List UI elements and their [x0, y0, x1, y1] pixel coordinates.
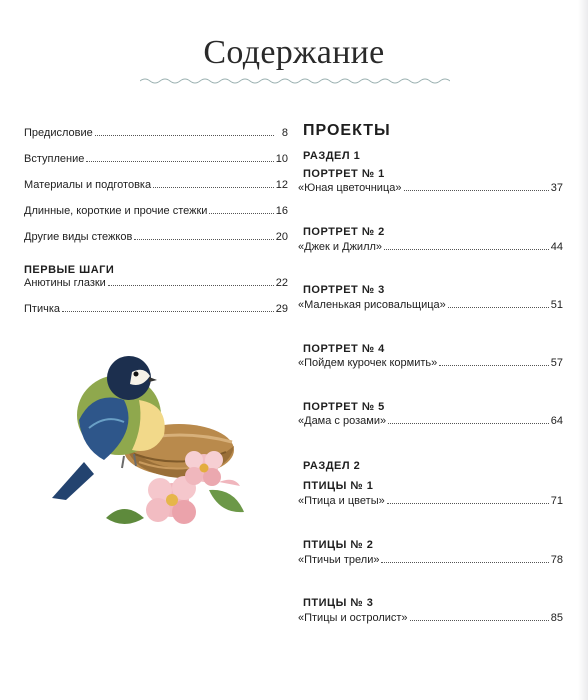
toc-entry[interactable]: [298, 299, 563, 312]
project-subheading: ПОРТРЕТ № 4: [303, 343, 385, 355]
toc-entry-page: 78: [550, 554, 563, 566]
toc-entry-page: 71: [550, 495, 563, 507]
toc-entry-label: Материалы и подготовка: [24, 179, 152, 191]
project-subheading: ПТИЦЫ № 1: [303, 480, 374, 492]
toc-entry-page: 8: [281, 127, 288, 139]
toc-entry-page: 64: [550, 415, 563, 427]
toc-entry[interactable]: [24, 303, 288, 316]
project-subheading: ПТИЦЫ № 2: [303, 539, 374, 551]
dot-leader: [410, 619, 549, 621]
toc-entry-page: 16: [275, 205, 288, 217]
page-edge-shadow: [578, 0, 588, 700]
toc-entry-label: «Пойдем курочек кормить»: [298, 357, 438, 369]
bird-nest-illustration: [44, 350, 260, 545]
section-heading: РАЗДЕЛ 2: [303, 460, 361, 472]
dot-leader: [387, 502, 549, 504]
toc-entry-page: 51: [550, 299, 563, 311]
toc-entry[interactable]: [298, 357, 563, 370]
toc-entry[interactable]: [24, 153, 288, 166]
toc-entry[interactable]: [298, 241, 563, 254]
dot-leader: [404, 189, 549, 191]
page-title: Содержание: [203, 34, 385, 71]
dot-leader: [134, 238, 273, 240]
toc-entry-label: «Джек и Джилл»: [298, 241, 383, 253]
toc-entry-label: «Юная цветочница»: [298, 182, 402, 194]
toc-entry-label: «Дама с розами»: [298, 415, 387, 427]
dot-leader: [388, 422, 549, 424]
toc-entry[interactable]: [24, 179, 288, 192]
dot-leader: [86, 160, 273, 162]
toc-entry-label: Другие виды стежков: [24, 231, 133, 243]
toc-entry-page: 20: [275, 231, 288, 243]
toc-entry-page: 29: [275, 303, 288, 315]
toc-entry-page: 22: [275, 277, 288, 289]
project-subheading: ПОРТРЕТ № 5: [303, 401, 385, 413]
toc-entry-label: Предисловие: [24, 127, 93, 139]
toc-entry-label: Анютины глазки: [24, 277, 106, 289]
dot-leader: [448, 306, 549, 308]
dot-leader: [209, 212, 273, 214]
toc-entry-page: 12: [275, 179, 288, 191]
toc-entry[interactable]: [298, 182, 563, 195]
toc-entry-page: 85: [550, 612, 563, 624]
first-steps-heading: ПЕРВЫЕ ШАГИ: [24, 264, 115, 276]
toc-entry-label: «Птичьи трели»: [298, 554, 380, 566]
toc-entry[interactable]: [24, 205, 288, 218]
toc-entry-page: 37: [550, 182, 563, 194]
toc-entry-page: 10: [275, 153, 288, 165]
toc-entry-label: Длинные, короткие и прочие стежки: [24, 205, 208, 217]
toc-entry-label: «Птицы и остролист»: [298, 612, 408, 624]
toc-entry[interactable]: [24, 127, 288, 140]
dot-leader: [153, 186, 274, 188]
project-subheading: ПОРТРЕТ № 1: [303, 168, 385, 180]
dot-leader: [62, 310, 274, 312]
toc-entry[interactable]: [298, 554, 563, 567]
section-heading: РАЗДЕЛ 1: [303, 150, 361, 162]
toc-entry[interactable]: [24, 277, 288, 290]
toc-entry[interactable]: [24, 231, 288, 244]
toc-entry-page: 57: [550, 357, 563, 369]
toc-entry[interactable]: [298, 495, 563, 508]
dot-leader: [384, 248, 549, 250]
project-subheading: ПОРТРЕТ № 3: [303, 284, 385, 296]
toc-entry-page: 44: [550, 241, 563, 253]
dot-leader: [108, 284, 274, 286]
title-divider: [140, 76, 450, 86]
project-subheading: ПОРТРЕТ № 2: [303, 226, 385, 238]
toc-entry[interactable]: [298, 612, 563, 625]
dot-leader: [381, 561, 548, 563]
toc-entry-label: Птичка: [24, 303, 60, 315]
toc-entry-label: «Птица и цветы»: [298, 495, 385, 507]
dot-leader: [95, 134, 274, 136]
toc-entry-label: «Маленькая рисовальщица»: [298, 299, 446, 311]
dot-leader: [439, 364, 549, 366]
toc-entry[interactable]: [298, 415, 563, 428]
toc-entry-label: Вступление: [24, 153, 85, 165]
projects-heading: ПРОЕКТЫ: [303, 122, 391, 139]
project-subheading: ПТИЦЫ № 3: [303, 597, 374, 609]
